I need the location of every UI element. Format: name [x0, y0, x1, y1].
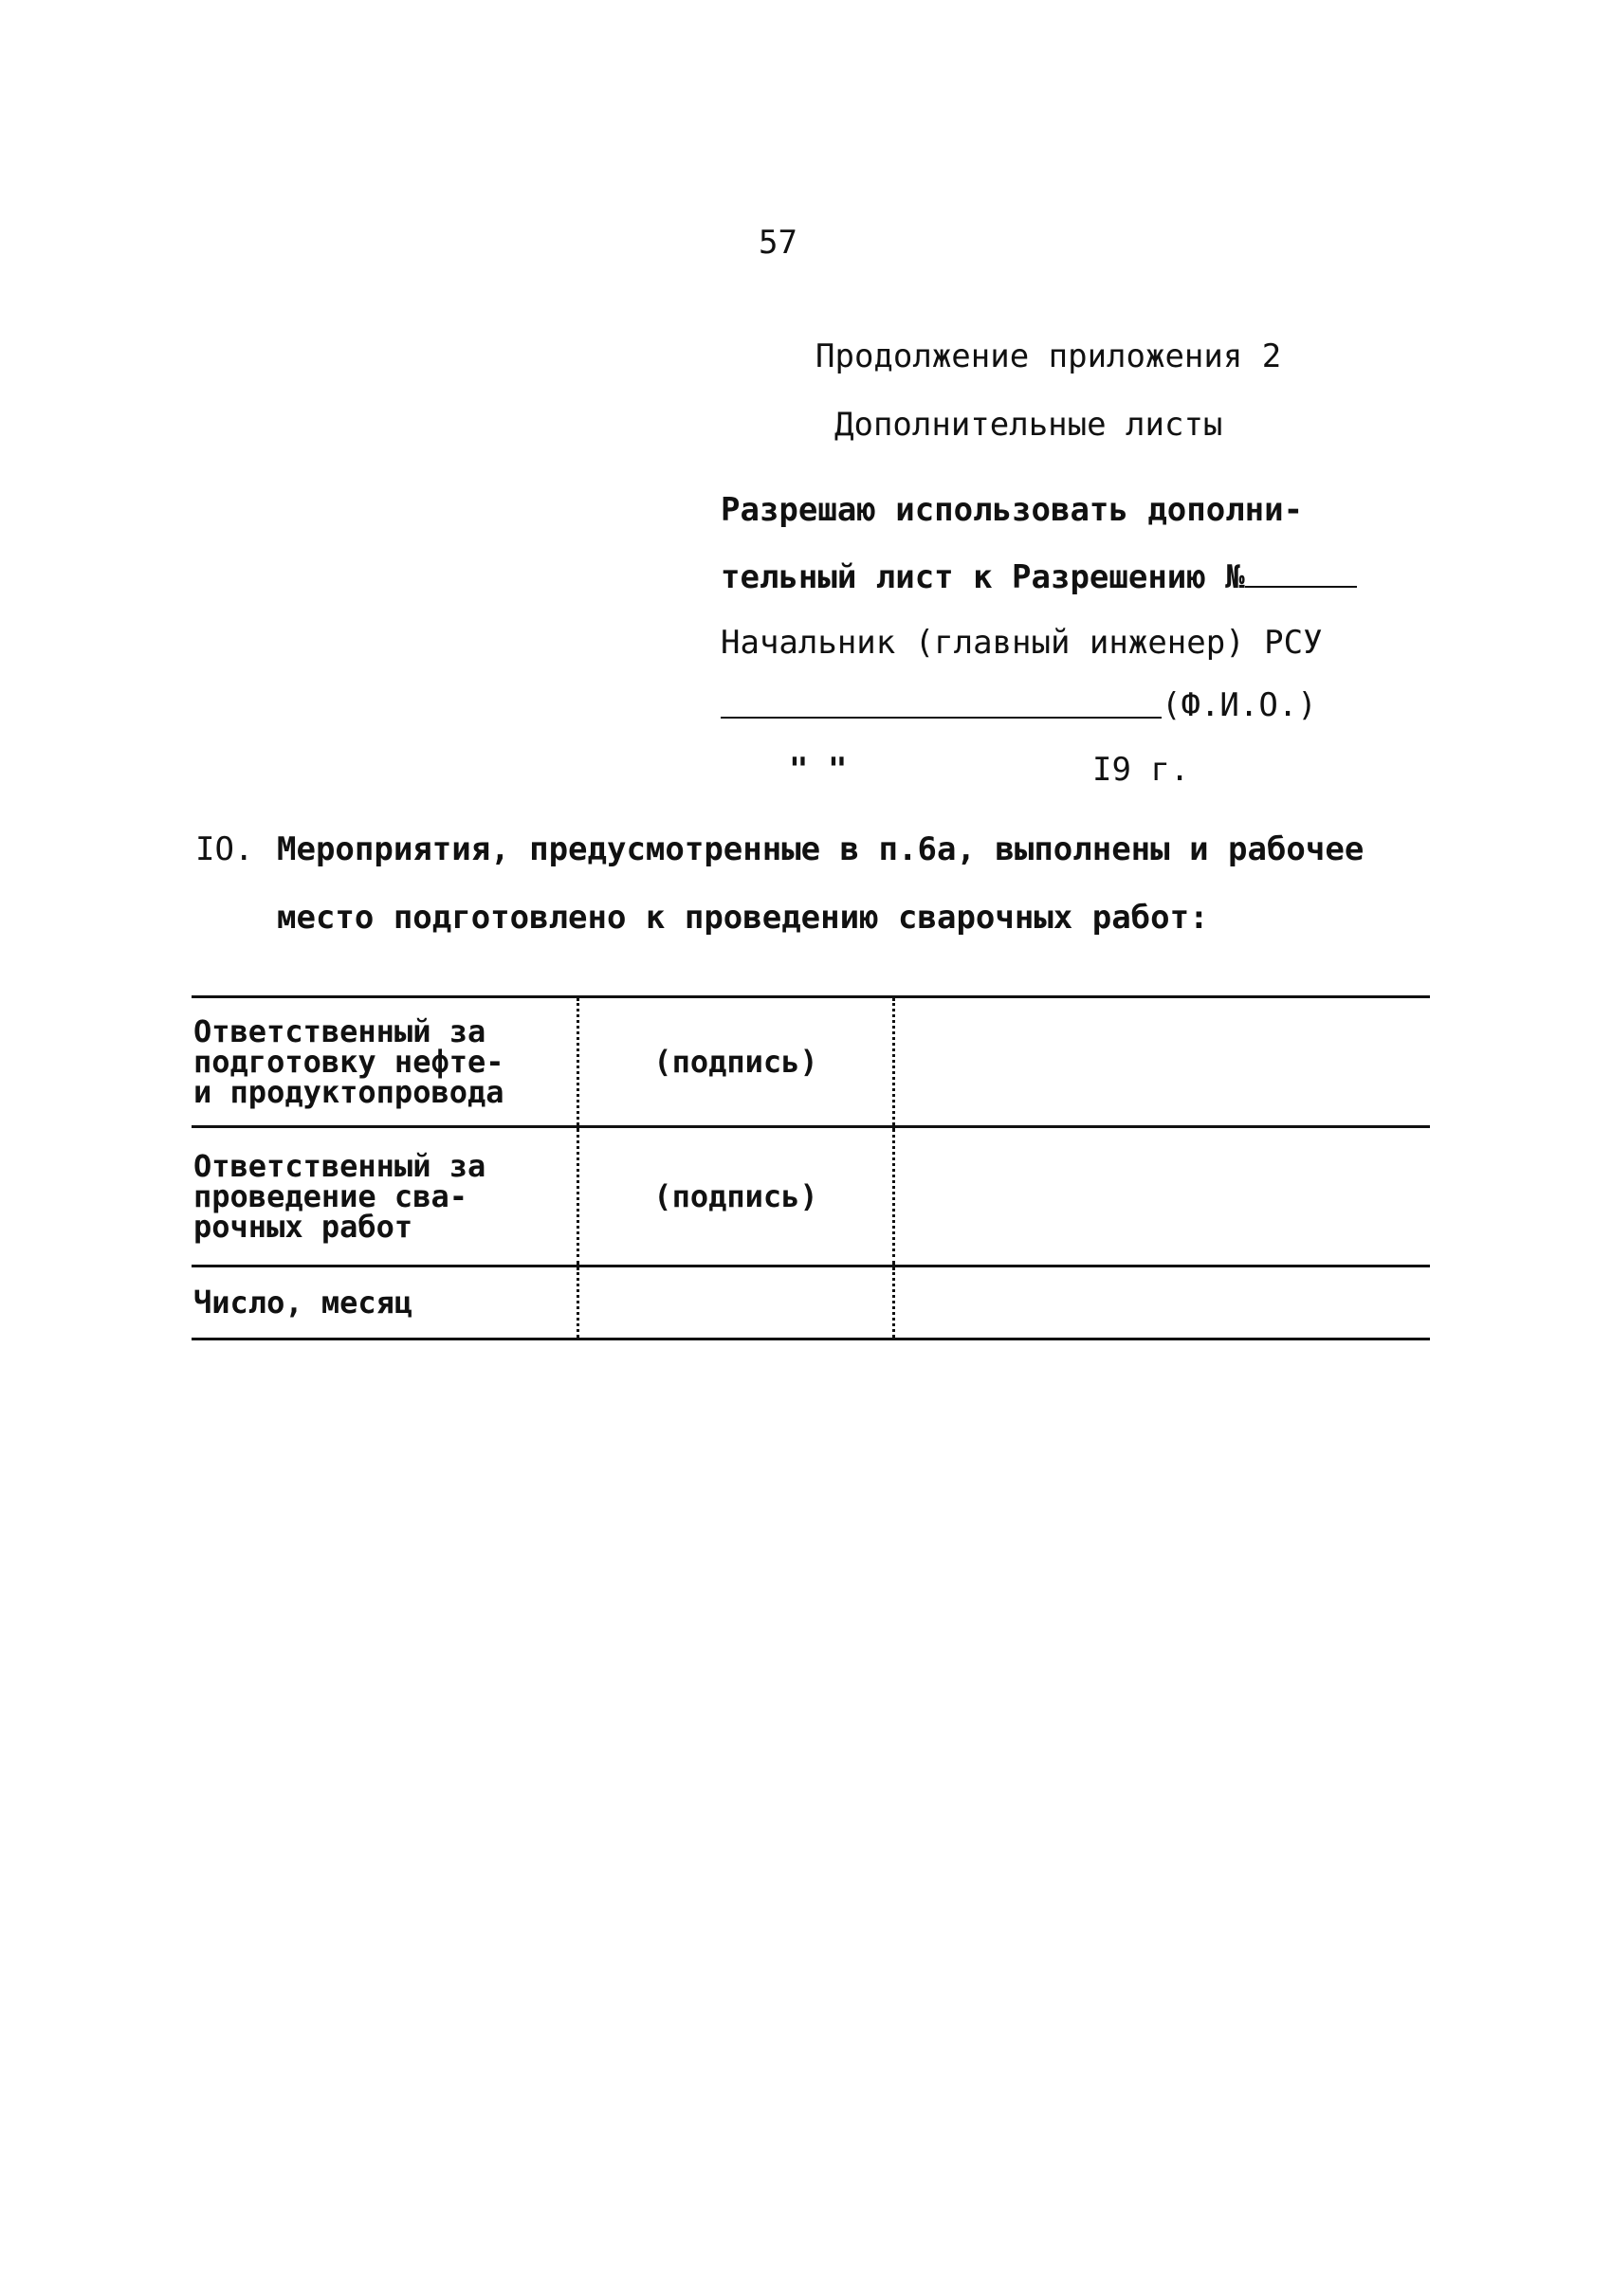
approval-line-2-text: тельный лист к Разрешению №	[721, 558, 1245, 596]
approval-line-2	[721, 557, 1357, 596]
blank-cell[interactable]	[894, 1266, 1431, 1339]
role-cell	[192, 1266, 578, 1339]
item-number: IO.	[195, 830, 254, 868]
item-text-line-2: место подготовлено к проведению сварочных работ:	[277, 899, 1209, 937]
role-cell	[192, 997, 578, 1127]
table-row	[192, 997, 1430, 1127]
blank-cell[interactable]	[894, 1127, 1431, 1266]
appendix-title: Продолжение приложения 2	[815, 337, 1282, 375]
role-line: Ответственный за	[193, 1013, 486, 1049]
signature-line[interactable]	[721, 717, 1162, 719]
blank-cell[interactable]	[894, 997, 1431, 1127]
page-number: 57	[759, 224, 797, 262]
date-quotes: " "	[789, 751, 848, 789]
approval-line-3: Начальник (главный инженер) РСУ	[721, 624, 1323, 662]
role-line: проведение сва-	[193, 1178, 467, 1214]
permit-number-field[interactable]	[1245, 557, 1357, 588]
signature-cell: (подпись)	[578, 1127, 894, 1266]
role-line: рочных работ	[193, 1209, 413, 1245]
role-line: подготовку нефте-	[193, 1044, 504, 1080]
approval-line-1: Разрешаю использовать дополни-	[721, 491, 1304, 529]
date-input-cell[interactable]	[578, 1266, 894, 1339]
table-row	[192, 1266, 1430, 1339]
appendix-subtitle: Дополнительные листы	[834, 406, 1223, 444]
role-cell	[192, 1127, 578, 1266]
signature-cell: (подпись)	[578, 997, 894, 1127]
item-text-line-1: Мероприятия, предусмотренные в п.6а, выполнены и рабочее	[277, 830, 1365, 868]
role-line: Число, месяц	[193, 1285, 413, 1321]
fio-label: (Ф.И.О.)	[1162, 686, 1317, 724]
role-line: и продуктопровода	[193, 1074, 504, 1110]
signature-table	[192, 995, 1430, 1340]
role-line: Ответственный за	[193, 1148, 486, 1184]
table-row	[192, 1127, 1430, 1266]
date-year: I9 г.	[1092, 751, 1190, 789]
